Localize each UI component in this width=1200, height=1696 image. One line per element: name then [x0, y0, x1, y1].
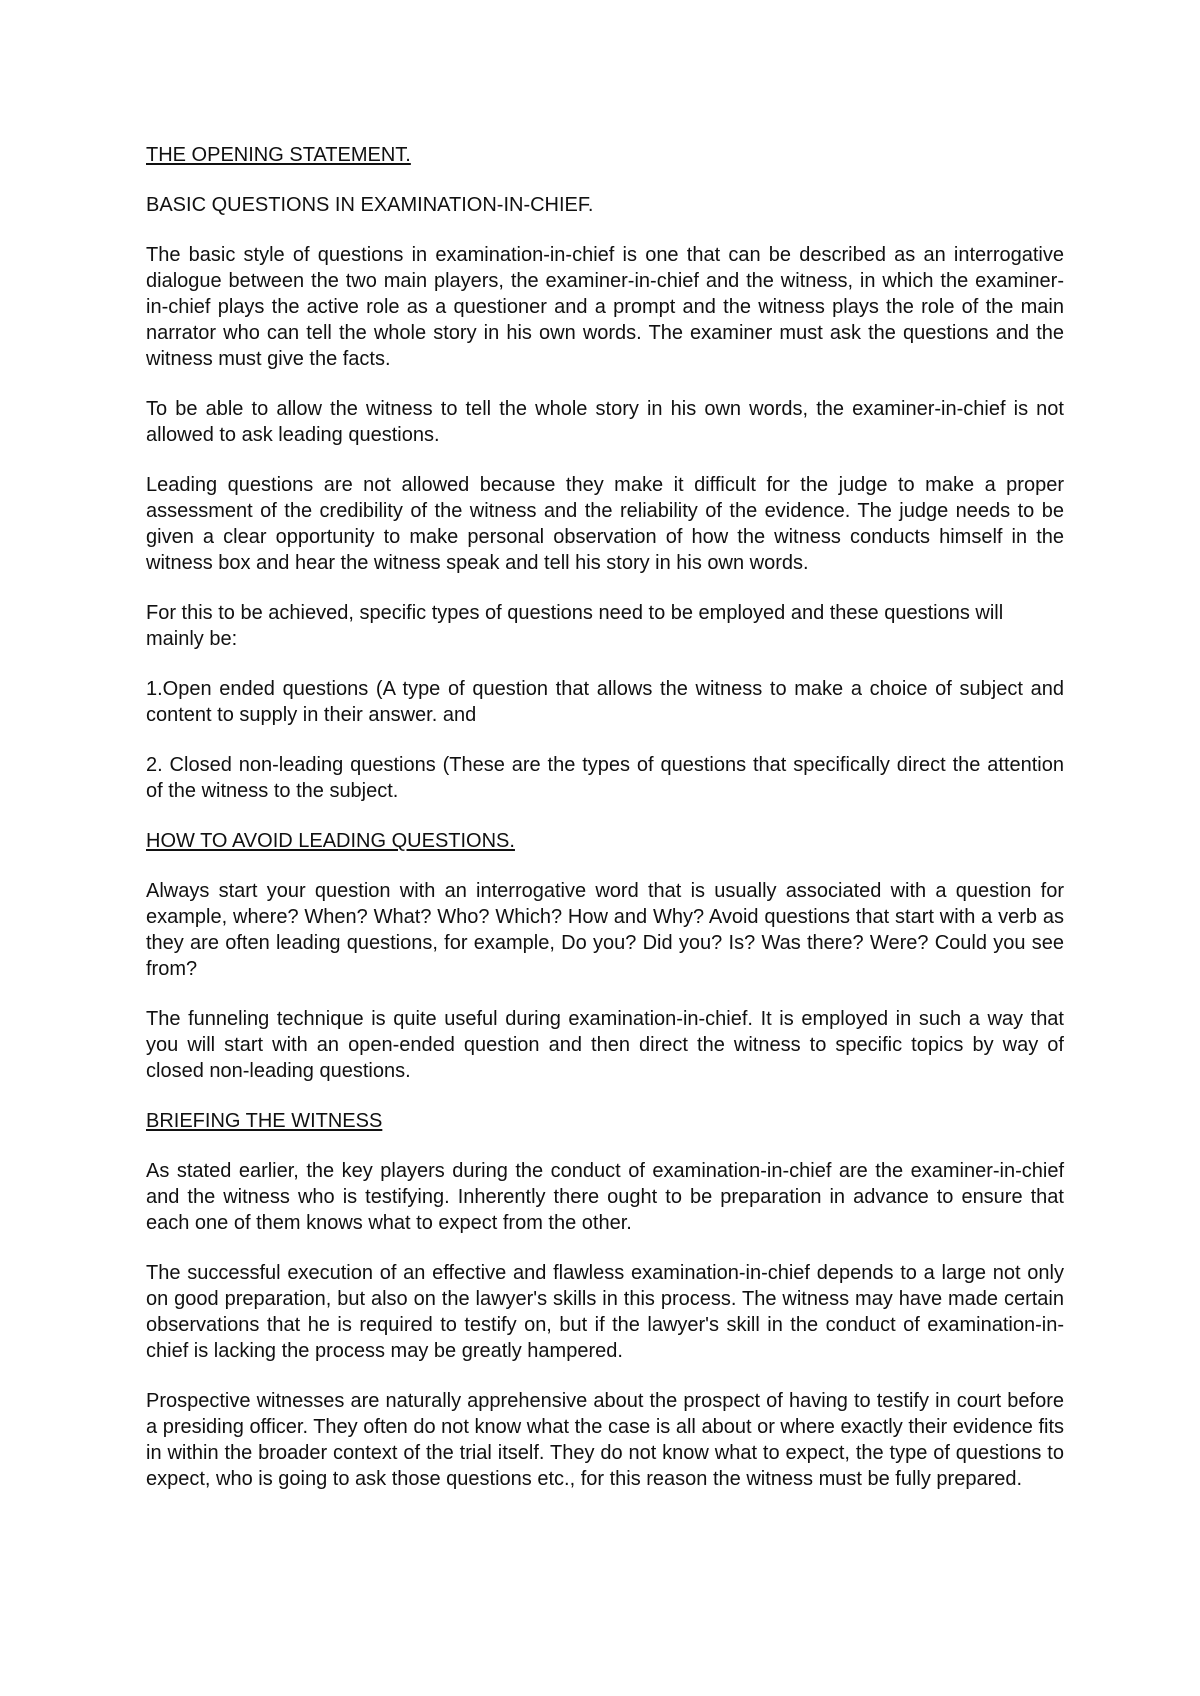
page-title: THE OPENING STATEMENT.: [146, 144, 411, 166]
section-heading-avoid-leading: HOW TO AVOID LEADING QUESTIONS.: [146, 830, 515, 852]
paragraph-leading-reasons: Leading questions are not allowed because they make it difficult for the judge to make a proper assessment of the credibility of the witness and the reliability of the evidence. The judge needs to be given a clear opportunity to make personal observation of how the witness conducts himself in the witness box and hear the witness speak and tell his story in his own words.: [146, 474, 1064, 574]
section-heading-briefing: BRIEFING THE WITNESS: [146, 1110, 383, 1132]
paragraph-key-players: As stated earlier, the key players during the conduct of examination-in-chief are the examiner-in-chief and the witness who is testifying. Inherently there ought to be preparation in advance to ensure that each one of them knows what to expect from the other.: [146, 1160, 1064, 1234]
paragraph-interrogative-words: Always start your question with an interrogative word that is usually associated with a question for example, where? When? What? Who? Which? How and Why? Avoid questions that start with a verb as they are often leading questions, for example, Do you? Did you? Is? Was there? Were? Could you see from?: [146, 880, 1064, 980]
paragraph-funneling-technique: The funneling technique is quite useful during examination-in-chief. It is employed in such a way that you will start with an open-ended question and then direct the witness to specific topics by way of closed non-leading questions.: [146, 1008, 1064, 1082]
list-item-open-ended: 1.Open ended questions (A type of question that allows the witness to make a choice of subject and content to supply in their answer. and: [146, 678, 1064, 726]
document-page: [146, 142, 1064, 1516]
list-item-closed-non-leading: 2. Closed non-leading questions (These are the types of questions that specifically direct the attention of the witness to the subject.: [146, 754, 1064, 802]
paragraph-successful-execution: The successful execution of an effective and flawless examination-in-chief depends to a large not only on good preparation, but also on the lawyer's skills in this process. The witness may have made certain observations that he is required to testify on, but if the lawyer's skill in the conduct of examination-in-chief is lacking the process may be greatly hampered.: [146, 1262, 1064, 1362]
paragraph-leading-not-allowed: To be able to allow the witness to tell the whole story in his own words, the examiner-in-chief is not allowed to ask leading questions.: [146, 398, 1064, 446]
paragraph-question-types-intro: For this to be achieved, specific types of questions need to be employed and these questions will mainly be:: [146, 602, 1004, 650]
paragraph-basic-style: The basic style of questions in examination-in-chief is one that can be described as an interrogative dialogue between the two main players, the examiner-in-chief and the witness, in which the examiner-in-chief plays the active role as a questioner and a prompt and the witness plays the role of the main narrator who can tell the whole story in his own words. The examiner must ask the questions and the witness must give the facts.: [146, 244, 1064, 370]
section-heading-basic-questions: BASIC QUESTIONS IN EXAMINATION-IN-CHIEF.: [146, 194, 594, 216]
paragraph-prospective-witnesses: Prospective witnesses are naturally apprehensive about the prospect of having to testify in court before a presiding officer. They often do not know what the case is all about or where exactly their evidence fits in within the broader context of the trial itself. They do not know what to expect, the type of questions to expect, who is going to ask those questions etc., for this reason the witness must be fully prepared.: [146, 1390, 1064, 1490]
